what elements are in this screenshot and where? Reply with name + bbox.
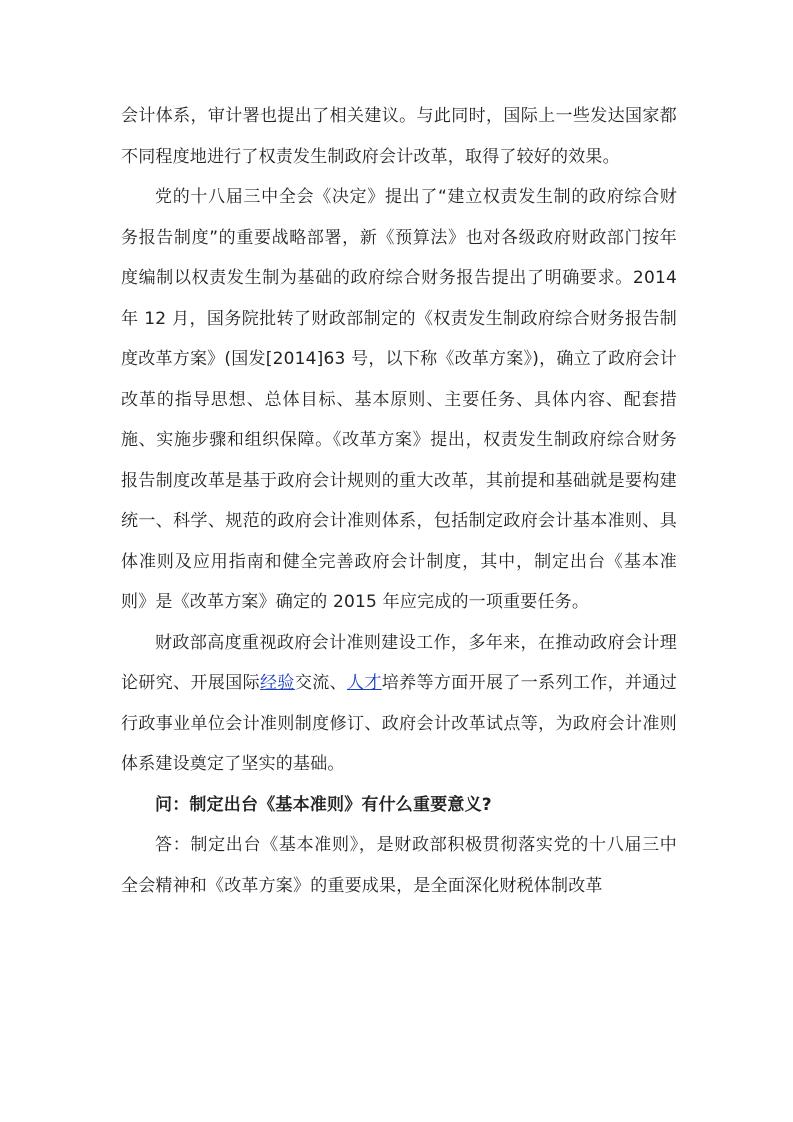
paragraph-text-segment: 财政部高度重视政府会计准则建设工作，多年来，在推动政府会计理论研究、开展国际: [121, 632, 677, 693]
paragraph-continuation: 会计体系，审计署也提出了相关建议。与此同时，国际上一些发达国家都不同程度地进行了权责发生制政府会计改革，取得了较好的效果。: [121, 106, 677, 167]
document-body: [121, 96, 677, 906]
paragraph-text-segment: 培养等方面开展了一系列工作，并通过行政事业单位会计准则制度修订、政府会计改革试点等，为政府会计准则体系建设奠定了坚实的基础。: [121, 673, 677, 774]
link-experience[interactable]: 经验: [260, 673, 295, 693]
paragraph-reform-background: 党的十八届三中全会《决定》提出了“建立权责发生制的政府综合财务报告制度”的重要战略部署，新《预算法》也对各级政府财政部门按年度编制以权责发生制为基础的政府综合财务报告提出了明确要求。2014 年 12 月，国务院批转了财政部制定的《权责发生制政府综合财务报告制度改革方案》(国发[2014]63 号，以下称《改革方案》)，确立了政府会计改革的指导思想、总体目标、基本原则、主要任务、具体内容、配套措施、实施步骤和组织保障。《改革方案》提出，权责发生制政府综合财务报告制度改革是基于政府会计规则的重大改革，其前提和基础就是要构建统一、科学、规范的政府会计准则体系，包括制定政府会计基本准则、具体准则及应用指南和健全完善政府会计制度，其中，制定出台《基本准则》是《改革方案》确定的 2015 年应完成的一项重要任务。: [121, 187, 677, 612]
paragraph-answer: 答：制定出台《基本准则》，是财政部积极贯彻落实党的十八届三中全会精神和《改革方案》的重要成果，是全面深化财税体制改革: [121, 835, 677, 896]
question-heading: 问：制定出台《基本准则》有什么重要意义?: [155, 794, 492, 815]
paragraph-ministry-work: [121, 623, 677, 785]
link-talent[interactable]: 人才: [346, 673, 382, 693]
paragraph-text-segment: 交流、: [294, 673, 347, 693]
